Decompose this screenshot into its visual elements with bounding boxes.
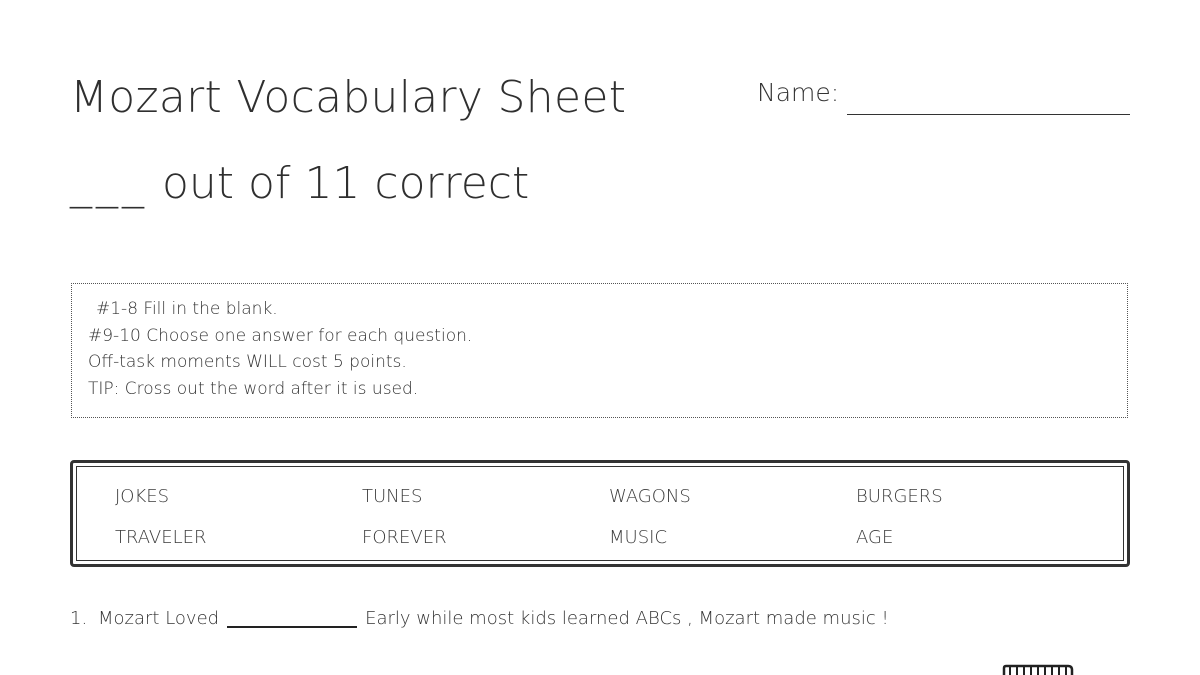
instruction-line: #1-8 Fill in the blank. [96, 299, 278, 319]
page-title: Mozart Vocabulary Sheet [70, 72, 627, 123]
word-bank-item: BURGERS [856, 486, 943, 507]
question-1 [70, 608, 889, 629]
word-bank-inner [76, 466, 1124, 561]
name-blank-line[interactable] [847, 114, 1130, 115]
instruction-line: Off-task moments WILL cost 5 points. [88, 352, 407, 372]
score-line [70, 158, 529, 209]
word-bank [70, 460, 1130, 567]
word-bank-item: FOREVER [362, 527, 447, 548]
name-label: Name: [757, 78, 840, 107]
instructions-box [71, 283, 1128, 418]
score-blank[interactable]: ___ [70, 158, 148, 209]
name-field[interactable] [757, 78, 1130, 118]
question-text-after: Early while most kids learned ABCs , Mozart made music ! [365, 608, 889, 629]
word-bank-item: JOKES [115, 486, 170, 507]
word-bank-item: WAGONS [609, 486, 691, 507]
word-bank-item: MUSIC [609, 527, 668, 548]
instruction-line: TIP: Cross out the word after it is used. [88, 378, 419, 399]
score-text: out of 11 correct [162, 158, 530, 209]
question-number: 1. [70, 608, 88, 629]
word-bank-item: AGE [856, 527, 894, 548]
piano-keys-icon [1000, 661, 1076, 675]
word-bank-item: TUNES [362, 486, 423, 507]
answer-blank[interactable] [227, 608, 357, 628]
question-text-before: Mozart Loved [98, 608, 220, 629]
instruction-line: #9-10 Choose one answer for each question. [88, 325, 473, 346]
word-bank-item: TRAVELER [115, 527, 207, 548]
